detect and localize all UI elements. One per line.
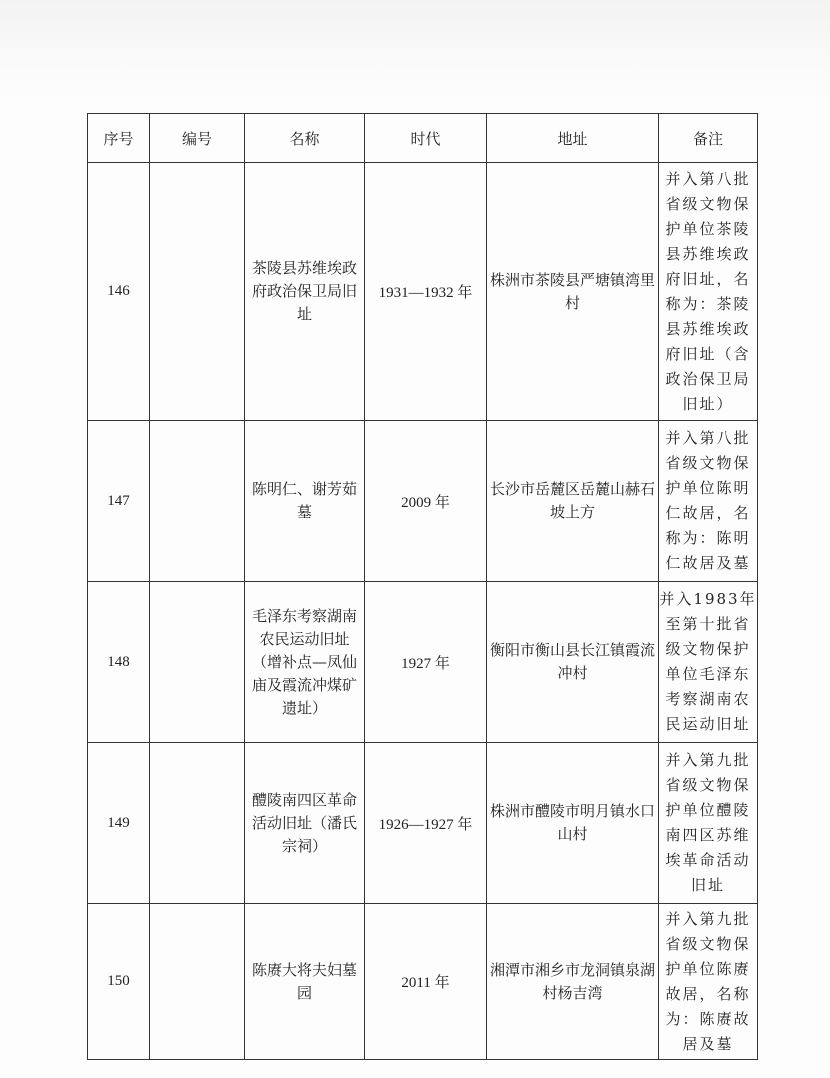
- table-row: [88, 904, 758, 1060]
- cell-address: 株洲市茶陵县严塘镇湾里村: [487, 163, 659, 421]
- cell-remark: 并入第八批省级文物保护单位茶陵县苏维埃政府旧址，名称为：茶陵县苏维埃政府旧址（含政治保卫局旧址）: [659, 163, 758, 421]
- cell-address: 衡阳市衡山县长江镇霞流冲村: [487, 582, 659, 743]
- cell-name: 醴陵南四区革命活动旧址（潘氏宗祠）: [245, 743, 365, 904]
- cell-code: [150, 163, 245, 421]
- header-name: 名称: [245, 114, 365, 163]
- cell-code: [150, 582, 245, 743]
- cell-remark: 并入第八批省级文物保护单位陈明仁故居，名称为：陈明仁故居及墓: [659, 421, 758, 582]
- header-remark: 备注: [659, 114, 758, 163]
- cell-seq: 148: [88, 582, 150, 743]
- cell-code: [150, 743, 245, 904]
- cell-era: 1931—1932 年: [365, 163, 487, 421]
- cell-remark: 并入第九批省级文物保护单位陈赓故居，名称为：陈赓故居及墓: [659, 904, 758, 1060]
- table-row: [88, 582, 758, 743]
- table-header: [88, 114, 758, 163]
- cell-remark: 并入1983年至第十批省级文物保护单位毛泽东考察湖南农民运动旧址: [659, 582, 758, 743]
- cell-address: 湘潭市湘乡市龙洞镇泉湖村杨吉湾: [487, 904, 659, 1060]
- cell-seq: 147: [88, 421, 150, 582]
- table-row: [88, 743, 758, 904]
- cell-remark: 并入第九批省级文物保护单位醴陵南四区苏维埃革命活动旧址: [659, 743, 758, 904]
- cell-era: 1926—1927 年: [365, 743, 487, 904]
- header-era: 时代: [365, 114, 487, 163]
- cell-address: 长沙市岳麓区岳麓山赫石坡上方: [487, 421, 659, 582]
- cell-era: 2009 年: [365, 421, 487, 582]
- cell-address: 株洲市醴陵市明月镇水口山村: [487, 743, 659, 904]
- cell-seq: 150: [88, 904, 150, 1060]
- cell-era: 1927 年: [365, 582, 487, 743]
- table-row: [88, 421, 758, 582]
- scan-top-margin: [0, 0, 830, 102]
- cell-code: [150, 904, 245, 1060]
- heritage-site-table: [87, 113, 758, 1060]
- header-address: 地址: [487, 114, 659, 163]
- cell-seq: 146: [88, 163, 150, 421]
- cell-name: 陈明仁、谢芳茹墓: [245, 421, 365, 582]
- header-row: [88, 114, 758, 163]
- cell-era: 2011 年: [365, 904, 487, 1060]
- header-seq: 序号: [88, 114, 150, 163]
- cell-name: 茶陵县苏维埃政府政治保卫局旧址: [245, 163, 365, 421]
- cell-code: [150, 421, 245, 582]
- table-body: [88, 163, 758, 1060]
- table-row: [88, 163, 758, 421]
- header-code: 编号: [150, 114, 245, 163]
- cell-seq: 149: [88, 743, 150, 904]
- cell-name: 陈赓大将夫妇墓园: [245, 904, 365, 1060]
- cell-name: 毛泽东考察湖南农民运动旧址（增补点—凤仙庙及霞流冲煤矿遗址）: [245, 582, 365, 743]
